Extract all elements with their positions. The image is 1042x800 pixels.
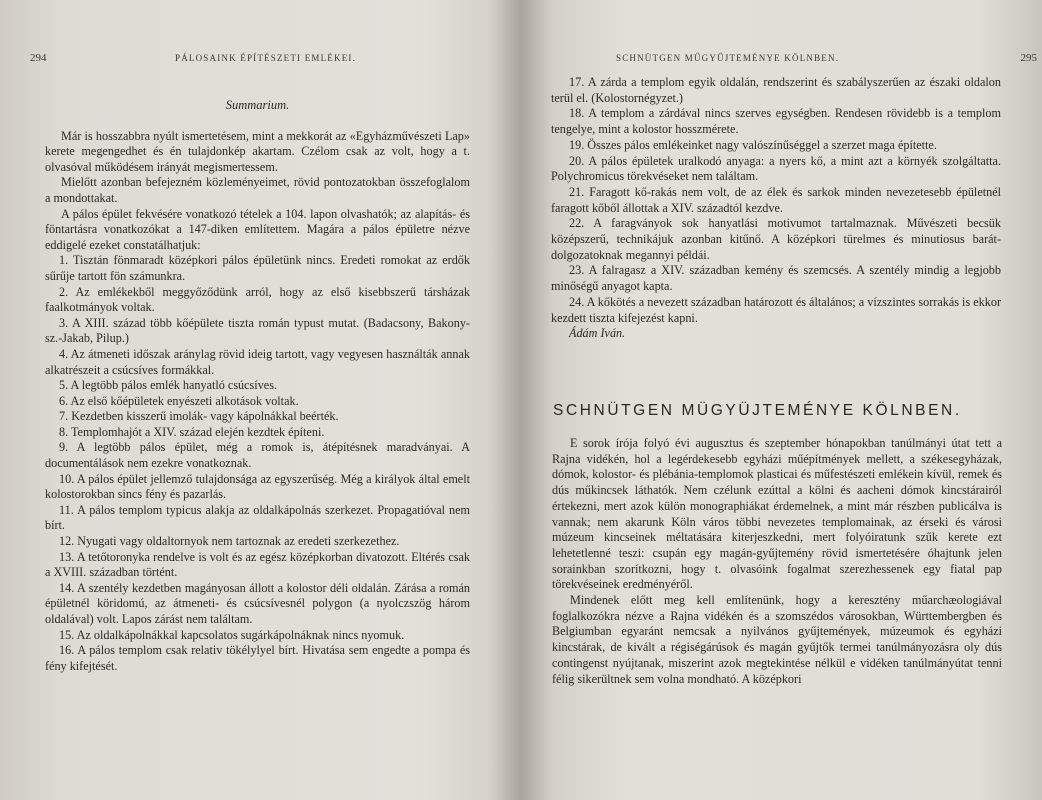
left-page (0, 0, 519, 800)
list-item: 10. A pálos épület jellemző tulajdonsága az egyszerűség. Még a királyok által emelt kolostorokban sincs fény és pazarlás. (45, 471, 470, 502)
list-item: 15. Az oldalkápolnákkal kapcsolatos sugárkápolnáknak nincs nyomuk. (59, 627, 405, 642)
list-item: 17. A zárda a templom egyik oldalán, rendszerint és szabályszerűen az északi oldalon terül el. (Kolostornégyzet.) (551, 75, 1001, 105)
right-running-head: SCHNÜTGEN MŰGYŰJTEMÉNYE KÖLNBEN. (616, 53, 840, 63)
article-body (552, 436, 1002, 687)
paragraph: E sorok írója folyó évi augusztus és szeptember hónapokban tanúlmányi útat tett a Rajna vidékén, hol a legérdekesebb egyházi műépítmények mellett, a székesegyházak, dómok, kolostor- és plébánia-templomok plasticai és műfestészeti emlékein kívül, remek és dús műkincsek láthatók. Nem czélunk ezúttal a kölni és aacheni dómok kincstárairól értekezni, mert azok külön monographiákat érdemelnek, a mint már részben publicálva is vannak; nem akarunk Köln város többi nevezetes templomainak, az érseki és városi múzeum kincseinek méltatására kiterjeszkedni, mert folyóiratunk szűk kerete ezt lehetetlenné teszi: csupán egy magán-gyűjtemény rövid ismertetésére óhajtunk jelen sorainkban szorítkozni, hogy t. olvasóink fogalmat szerezhessenek egy fiatal pap törekvéseinek eredményéről. (552, 436, 1002, 592)
left-running-head: PÁLOSAINK ÉPÍTÉSZETI EMLÉKEI. (175, 53, 357, 63)
list-item: 16. A pálos templom csak relativ tökélylyel bírt. Hivatása sem engedte a pompa és fény kifejtését. (45, 643, 470, 673)
paragraph: Mielőtt azonban befejezném közleményeimet, rövid pontozatokban összefoglalom a mondottakat. (45, 175, 470, 205)
list-item: 2. Az emlékekből meggyőződünk arról, hogy az első kisebbszerű társházak faalkotmányok voltak. (45, 284, 470, 315)
author-signature: Ádám Iván. (569, 326, 626, 341)
list-item: 11. A pálos templom typicus alakja az oldalkápolnás szerkezet. Propagatióval nem bírt. (45, 502, 470, 533)
list-item: 21. Faragott kő-rakás nem volt, de az élek és sarkok minden nevezetesebb épületnél faragott kőből állottak a XIV. századtól kezdve. (551, 184, 1001, 215)
paragraph: A pálos épület fekvésére vonatkozó tételek a 104. lapon olvashatók; az alapítás- és föntartásra vonatkozókat a 147-diken említettem. Magára a pálos épületre nézve eddigelé ezeket constatálhatjuk: (45, 206, 470, 252)
paragraph: Már is hosszabbra nyúlt ismertetésem, mint a mekkorát az «Egyházművészeti Lap» kerete megengedhet és én tulajdonkép akartam. Czélom csak az volt, hogy a t. olvasóval működésem irányát megismertessem. (45, 128, 470, 174)
list-item: 18. A templom a zárdával nincs szerves egységben. Rendesen rövidebb is a templom tengelye, mint a kolostor hosszmérete. (551, 106, 1001, 137)
list-item: 24. A kőkötés a nevezett században határozott és általános; a vízszintes sorrakás is ekkor kezdett tiszta kifejezést kapni. (551, 294, 1001, 325)
list-item: 22. A faragványok sok hanyatlási motivumot tartalmaznak. Művészeti becsük középszerű, technikájuk azonban kitűnő. A középkori türelmes és minutiosus barát-dolgozatoknak megannyi példái. (551, 216, 1001, 262)
left-page-number: 294 (30, 52, 47, 64)
list-item: 12. Nyugati vagy oldaltornyok nem tartoznak az eredeti szerkezethez. (59, 534, 400, 549)
list-item: 5. A legtöbb pálos emlék hanyatló csúcsíves. (59, 378, 277, 393)
right-page (521, 0, 1042, 800)
left-page-body (45, 98, 470, 674)
list-item: 13. A tetőtoronyka rendelve is volt és az egész középkorban divatozott. Eltérés csak a XVIII. században történt. (45, 549, 470, 580)
list-item: 7. Kezdetben kisszerű imolák- vagy kápolnákkal beérték. (59, 409, 339, 424)
list-item: 8. Templomhajót a XIV. század elején kezdtek építeni. (59, 424, 325, 439)
right-list (551, 75, 1001, 342)
right-running-header (561, 52, 1041, 68)
paragraph: Mindenek előtt meg kell említenünk, hogy a keresztény műarchæologiával foglalkozókra nézve a Rajna vidékén és a szomszédos városokban, Württembergben és Belgiumban egyaránt nemcsak a nyilvános gyűjtemények, múzeumok és egyházi kincstárak, de kivált a régiségárúsok és magán gyűjtők termei tanúlmányozásra oly dús contingenst nyújtanak, miszerint azok megtekintése nélkül e vidéken tanúlmányútat tenni félig sikerültnek sem volna mondható. A középkori (552, 593, 1002, 686)
list-item: 1. Tisztán fönmaradt középkori pálos épületünk nincs. Eredeti romokat az erdők sűrűje tartott fön számunkra. (45, 253, 470, 283)
list-item: 9. A legtöbb pálos épület, még a romok is, átépítésnek maradványai. A documentálások nem ezekre vonatkoznak. (45, 440, 470, 471)
left-running-header (30, 52, 500, 68)
section-title: Summarium. (225, 98, 290, 112)
list-item: 23. A falragasz a XIV. században kemény és szemcsés. A szentély mindig a legjobb minőségű anyagot kapta. (551, 263, 1001, 294)
list-item: 6. Az első kőépületek enyészeti alkotások voltak. (59, 393, 299, 408)
article-title: SCHNÜTGEN MÜGYÜJTEMÉNYE KÖLNBEN. (553, 402, 962, 419)
list-item: 14. A szentély kezdetben magányosan állott a kolostor déli oldalán. Zárása a román épületnél köridomú, az átmeneti- és csúcsívesnél polygon (a nyolczszög három oldalával) volt. Lapos zárást nem találtam. (45, 580, 470, 626)
list-item: 20. A pálos épületek uralkodó anyaga: a nyers kő, a mint azt a környék szolgáltatta. Polychromicus törekvéseket nem találtam. (551, 153, 1001, 184)
right-page-number: 295 (1020, 52, 1037, 64)
list-item: 3. A XIII. század több kőépülete tiszta román typust mutat. (Badacsony, Bakony-sz.-Jakab, Pilup.) (45, 315, 470, 346)
list-item: 19. Összes pálos emlékeinket nagy valószínűséggel a szerzet maga építette. (569, 137, 937, 152)
list-item: 4. Az átmeneti időszak aránylag rövid ideig tartott, vagy vegyesen használták annak alkatrészeit a csúcsíves formákkal. (45, 346, 470, 377)
